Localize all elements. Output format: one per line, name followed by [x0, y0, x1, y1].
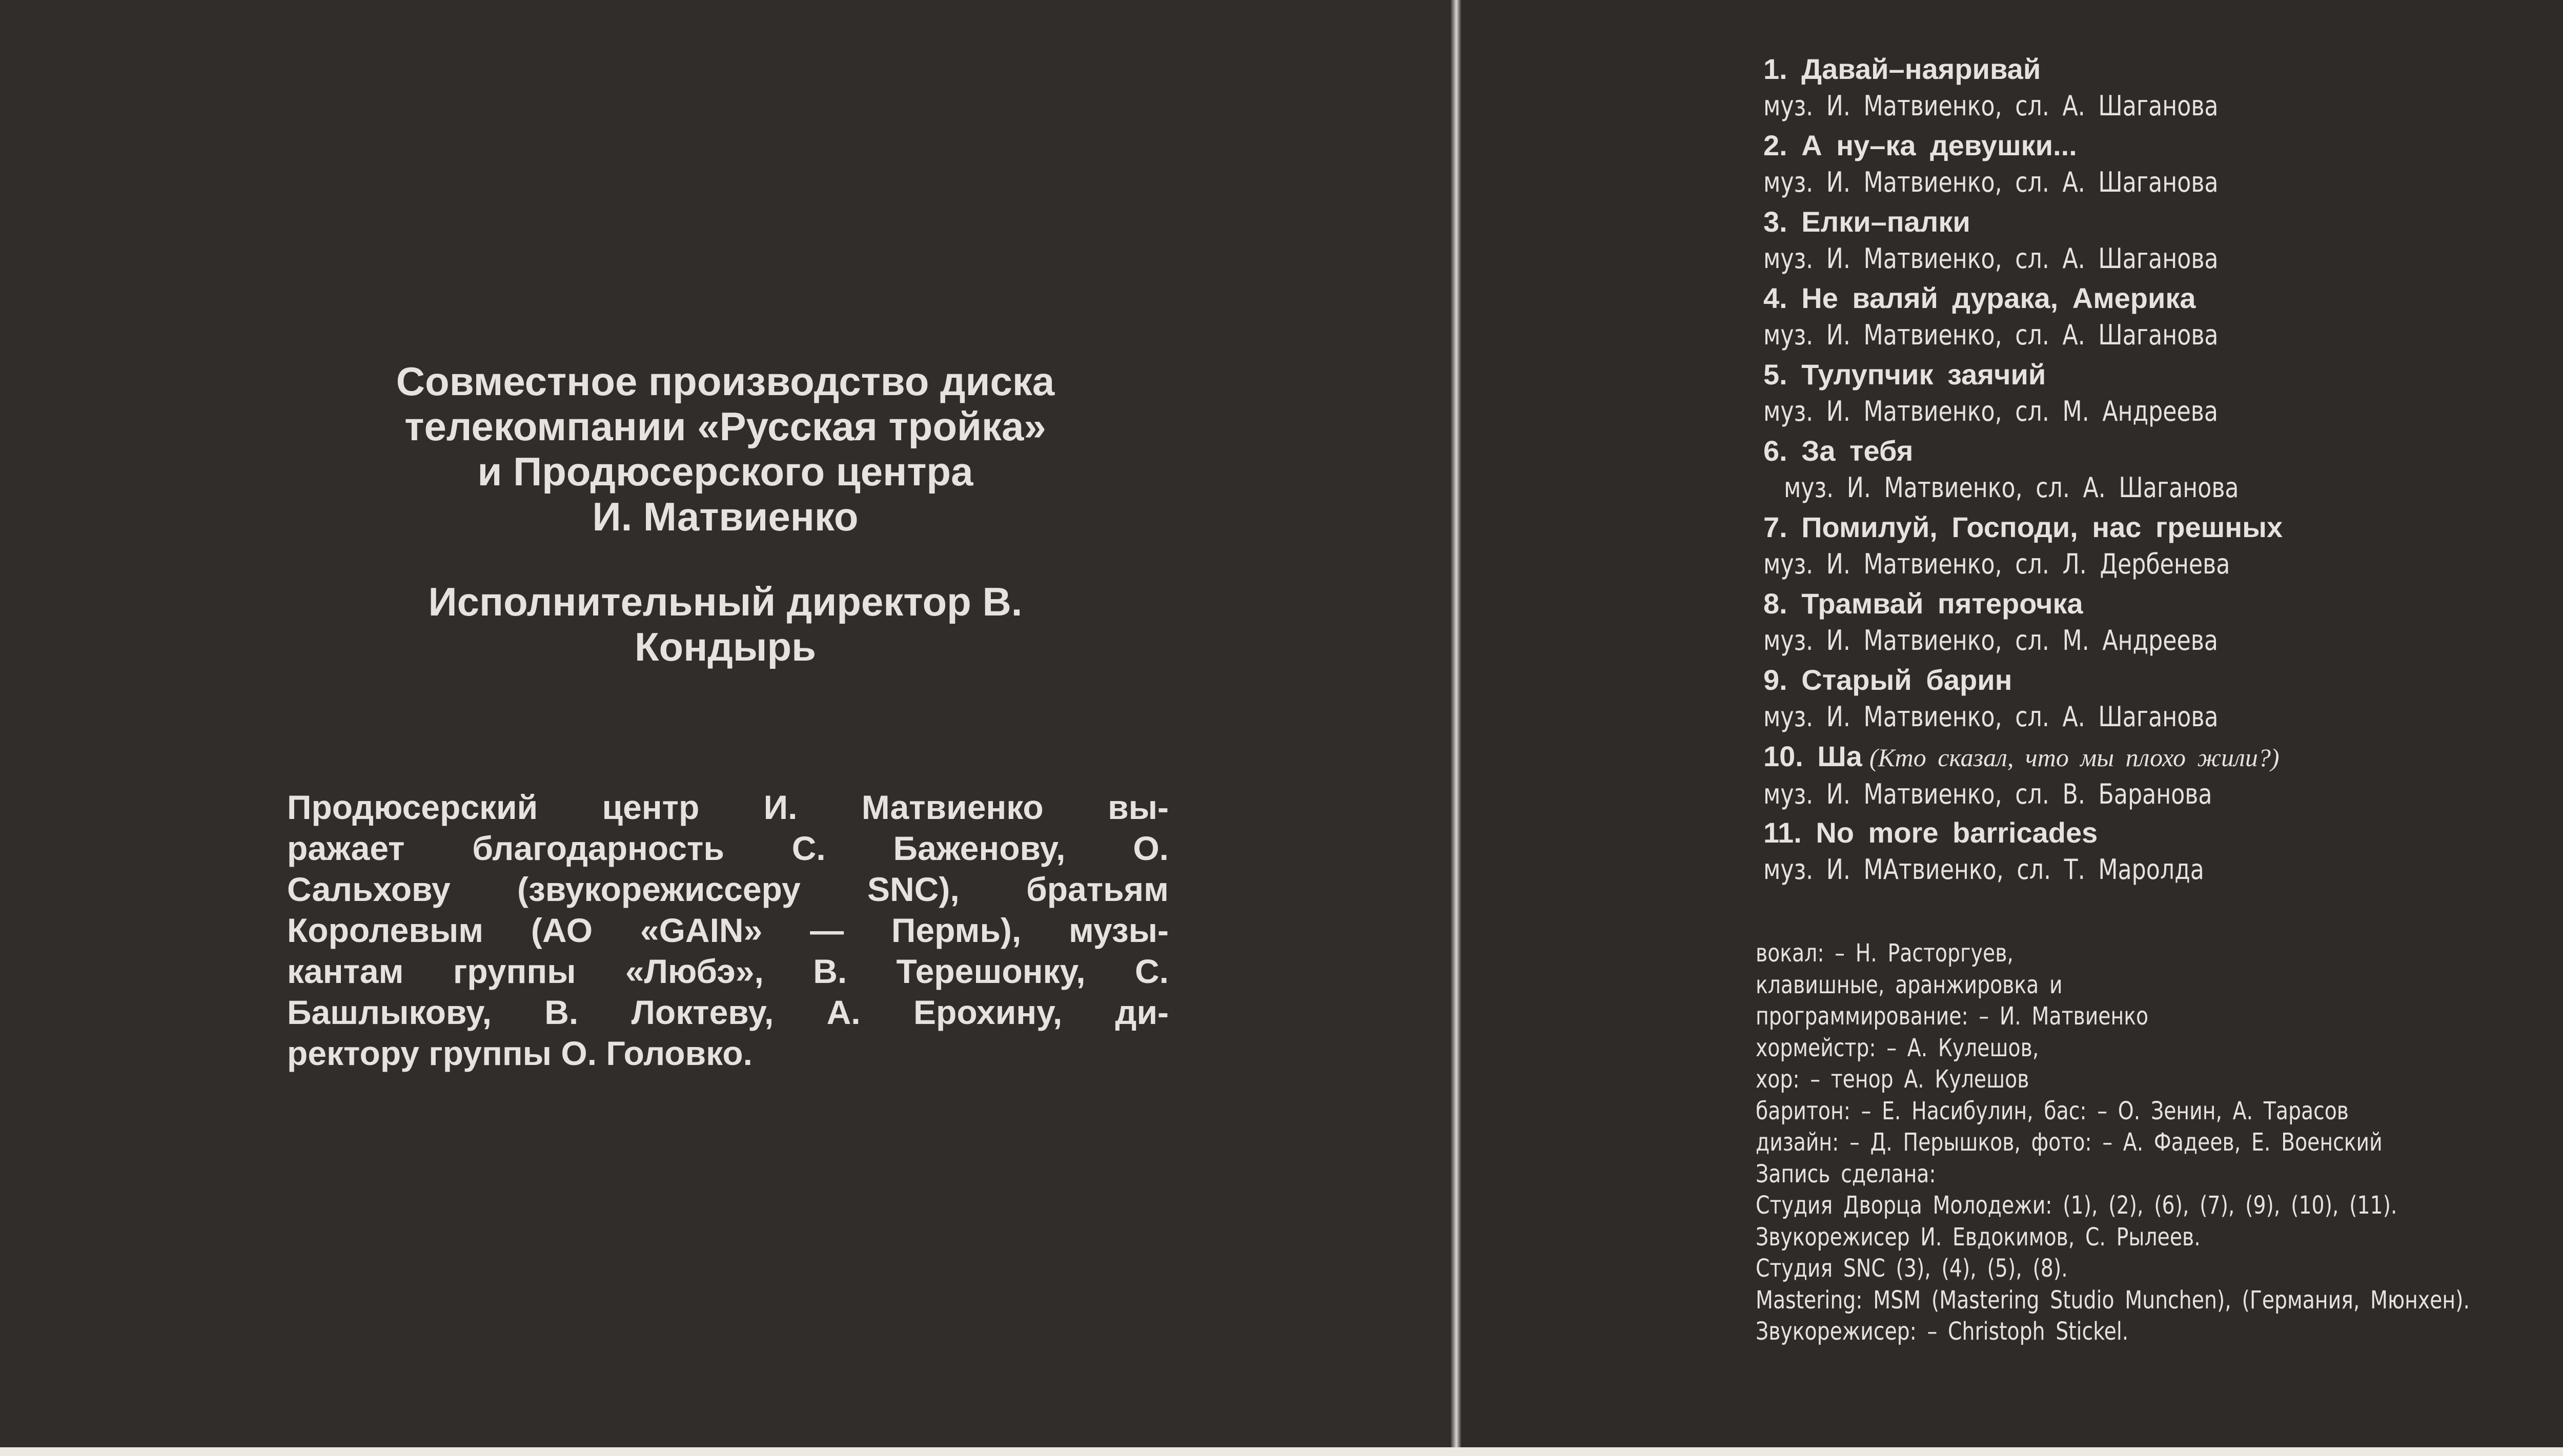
track-list [1763, 51, 2563, 891]
coproduction-line: Совместное производство диска [396, 359, 1055, 404]
track-item [1763, 204, 2563, 280]
track-credit: муз. И. Матвиенко, сл. М. Андреева [1763, 395, 2219, 427]
track-title: 6. За тебя [1763, 435, 1914, 467]
track-title: 2. А ну–ка девушки... [1763, 129, 2077, 161]
personnel-line: Студия SNC (3), (4), (5), (8). [1756, 1254, 2068, 1283]
personnel-line: Студия Дворца Молодежи: (1), (2), (6), (7), (9), (10), (11). [1756, 1191, 2397, 1220]
track-credit: муз. И. Матвиенко, сл. А. Шаганова [1763, 701, 2219, 733]
director-line: Кондырь [634, 624, 817, 669]
executive-director-credit [256, 579, 1194, 669]
track-item [1763, 128, 2563, 204]
track-item [1763, 739, 2563, 815]
track-title: 10. Ша (Кто сказал, что мы плохо жили?) [1763, 740, 2280, 772]
track-item [1763, 815, 2563, 891]
thanks-line: кантам группы «Любэ», В. Терешонку, С. [287, 952, 1169, 990]
track-title: 5. Тулупчик заячий [1763, 358, 2046, 391]
personnel-line: дизайн: – Д. Перышков, фото: – А. Фадеев, Е. Военский [1756, 1128, 2383, 1157]
track-item [1763, 586, 2563, 662]
acknowledgements [287, 787, 1169, 1074]
thanks-line: ректору группы О. Головко. [287, 1034, 752, 1072]
track-title: 1. Давай–наяривай [1763, 53, 2041, 85]
personnel-line: Запись сделана: [1756, 1159, 1936, 1188]
track-credit: муз. И. Матвиенко, сл. М. Андреева [1763, 624, 2219, 657]
track-credit: муз. И. Матвиенко, сл. А. Шаганова [1763, 166, 2219, 198]
personnel-line: Mastering: MSM (Mastering Studio Munchen), (Германия, Мюнхен). [1756, 1285, 2470, 1315]
coproduction-line: и Продюсерского центра [477, 449, 973, 494]
thanks-line: ражает благодарность С. Баженову, О. [287, 829, 1169, 867]
track-title: 4. Не валяй дурака, Америка [1763, 282, 2196, 314]
personnel-line: клавишные, аранжировка и [1756, 970, 2063, 999]
thanks-line: Королевым (АО «GAIN» — Пермь), музы- [287, 911, 1169, 949]
coproduction-line: телекомпании «Русская тройка» [404, 404, 1046, 449]
track-item [1763, 662, 2563, 739]
personnel-line: вокал: – Н. Расторгуев, [1756, 939, 2013, 968]
track-credit: муз. И. МАтвиенко, сл. Т. Маролда [1763, 853, 2204, 886]
track-credit: муз. И. Матвиенко, сл. В. Баранова [1763, 778, 2212, 810]
thanks-line: Продюсерский центр И. Матвиенко вы- [287, 788, 1169, 826]
coproduction-line: И. Матвиенко [592, 494, 859, 539]
personnel-line: хор: – тенор А. Кулешов [1756, 1065, 2029, 1094]
personnel-line: Звукорежисер: – Christoph Stickel. [1756, 1317, 2129, 1346]
track-credit: муз. И. Матвиенко, сл. Л. Дербенева [1763, 548, 2230, 580]
track-item [1763, 357, 2563, 433]
booklet-fold [1450, 0, 1462, 1456]
track-credit: муз. И. Матвиенко, сл. А. Шаганова [1784, 471, 2239, 504]
paper-edge [0, 1447, 2563, 1456]
personnel-credits [1756, 938, 2563, 1348]
personnel-line: Звукорежисер И. Евдокимов, С. Рылеев. [1756, 1222, 2201, 1252]
thanks-line: Сальхову (звукорежиссеру SNC), братьям [287, 870, 1169, 908]
track-title: 8. Трамвай пятерочка [1763, 587, 2083, 620]
track-item [1763, 433, 2563, 509]
track-credit: муз. И. Матвиенко, сл. А. Шаганова [1763, 319, 2219, 351]
track-item [1763, 51, 2563, 128]
coproduction-credit [256, 359, 1194, 539]
personnel-line: баритон: – Е. Насибулин, бас: – О. Зенин, А. Тарасов [1756, 1096, 2349, 1125]
track-item [1763, 280, 2563, 357]
track-credit: муз. И. Матвиенко, сл. А. Шаганова [1763, 242, 2219, 275]
track-title: 3. Елки–палки [1763, 206, 1970, 238]
track-title: 7. Помилуй, Господи, нас грешных [1763, 511, 2283, 543]
personnel-line: хормейстр: – А. Кулешов, [1756, 1033, 2039, 1062]
track-title: 11. No more barricades [1763, 816, 2098, 849]
track-credit: муз. И. Матвиенко, сл. А. Шаганова [1763, 90, 2219, 122]
thanks-line: Башлыкову, В. Локтеву, А. Ерохину, ди- [287, 993, 1169, 1031]
track-title: 9. Старый барин [1763, 664, 2012, 696]
track-note: (Кто сказал, что мы плохо жили?) [1869, 743, 2280, 772]
personnel-line: программирование: – И. Матвиенко [1756, 1002, 2149, 1031]
track-item [1763, 509, 2563, 586]
director-line: Исполнительный директор В. [428, 579, 1023, 624]
